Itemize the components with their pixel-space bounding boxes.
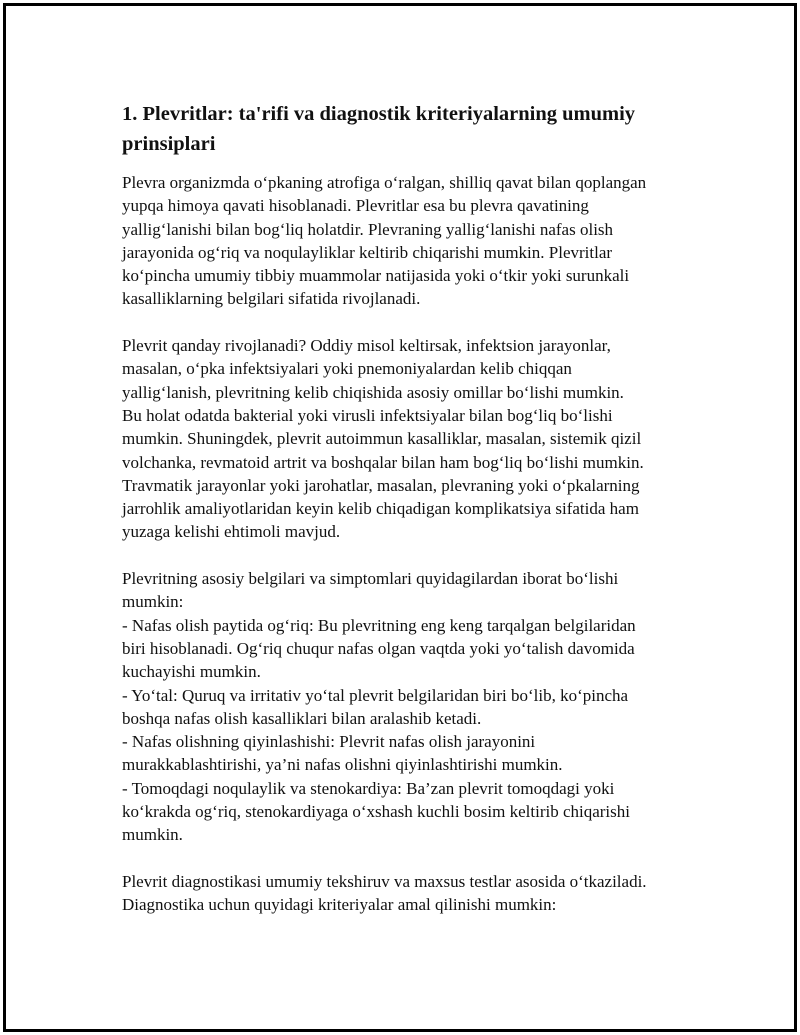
paragraph-causes <box>122 334 712 544</box>
text-line: volchanka, revmatoid artrit va boshqalar bilan ham bog‘liq bo‘lishi mumkin. <box>122 452 644 472</box>
paragraph-symptoms <box>122 567 712 847</box>
document-body <box>122 99 712 917</box>
text-line: Bu holat odatda bakterial yoki virusli infektsiyalar bilan bog‘liq bo‘lishi <box>122 405 613 425</box>
list-item-line: - Nafas olish paytida og‘riq: Bu plevritning eng keng tarqalgan belgilaridan <box>122 615 636 635</box>
text-line: mumkin: <box>122 592 184 612</box>
text-line: yallig‘lanishi bilan bog‘liq holatdir. Plevraning yallig‘lanishi nafas olish <box>122 219 614 239</box>
text-line: mumkin. <box>122 825 183 845</box>
text-line: Travmatik jarayonlar yoki jarohatlar, masalan, plevraning yoki o‘pkalarning <box>122 475 640 495</box>
text-line: yallig‘lanish, plevritning kelib chiqishida asosiy omillar bo‘lishi mumkin. <box>122 382 624 402</box>
text-line: ko‘pincha umumiy tibbiy muammolar natijasida yoki o‘tkir yoki surunkali <box>122 266 630 286</box>
text-line: yupqa himoya qavati hisoblanadi. Plevritlar esa bu plevra qavatining <box>122 196 589 216</box>
text-line: Plevra organizmda o‘pkaning atrofiga o‘ralgan, shilliq qavat bilan qoplangan <box>122 173 647 192</box>
list-item-line: - Tomoqdagi noqulaylik va stenokardiya: Ba’zan plevrit tomoqdagi yoki <box>122 778 615 798</box>
text-line: murakkablashtirishi, ya’ni nafas olishni qiyinlashtirishi mumkin. <box>122 755 563 775</box>
list-item-line: - Nafas olishning qiyinlashishi: Plevrit nafas olish jarayonini <box>122 732 536 752</box>
paragraph-definition <box>122 171 712 311</box>
text-line: Plevritning asosiy belgilari va simptomlari quyidagilardan iborat bo‘lishi <box>122 569 619 589</box>
text-line: jarayonida og‘riq va noqulayliklar keltirib chiqarishi mumkin. Plevritlar <box>122 242 613 262</box>
text-line: boshqa nafas olish kasalliklari bilan aralashib ketadi. <box>122 708 482 728</box>
text-line: ko‘krakda og‘riq, stenokardiyaga o‘xshash kuchli bosim keltirib chiqarishi <box>122 802 630 822</box>
text-line: Diagnostika uchun quyidagi kriteriyalar amal qilinishi mumkin: <box>122 895 557 915</box>
text-line: kasalliklarning belgilari sifatida rivojlanadi. <box>122 289 421 309</box>
heading-line: prinsiplari <box>122 133 216 155</box>
text-line: kuchayishi mumkin. <box>122 662 261 682</box>
list-item-line: - Yo‘tal: Quruq va irritativ yo‘tal plevrit belgilaridan biri bo‘lib, ko‘pincha <box>122 685 629 705</box>
page-frame <box>3 3 797 1032</box>
text-line: jarrohlik amaliyotlaridan keyin kelib chiqadigan komplikatsiya sifatida ham <box>122 499 639 519</box>
paragraph-diagnostics <box>122 870 712 917</box>
text-line: Plevrit diagnostikasi umumiy tekshiruv va maxsus testlar asosida o‘tkaziladi. <box>122 871 647 891</box>
text-line: masalan, o‘pka infektsiyalari yoki pnemoniyalardan kelib chiqqan <box>122 359 572 379</box>
text-line: Plevrit qanday rivojlanadi? Oddiy misol keltirsak, infektsion jarayonlar, <box>122 336 611 356</box>
text-line: yuzaga kelishi ehtimoli mavjud. <box>122 522 341 542</box>
heading-line: 1. Plevritlar: ta'rifi va diagnostik kriteriyalarning umumiy <box>122 103 636 125</box>
section-heading <box>122 99 712 159</box>
text-line: biri hisoblanadi. Og‘riq chuqur nafas olgan vaqtda yoki yo‘talish davomida <box>122 638 635 658</box>
text-line: mumkin. Shuningdek, plevrit autoimmun kasalliklar, masalan, sistemik qizil <box>122 429 642 449</box>
